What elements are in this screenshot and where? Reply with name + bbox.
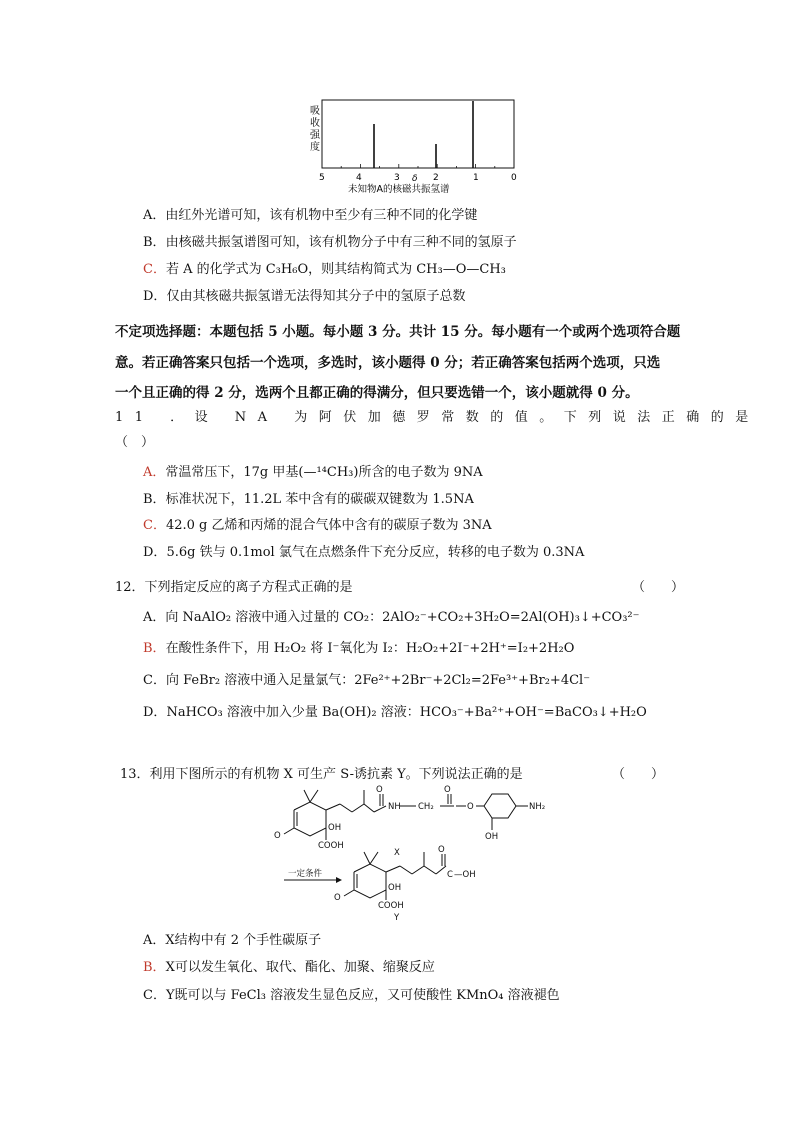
x-tick-0: 0 xyxy=(511,173,517,183)
q12-stem: 12．下列指定反应的离子方程式正确的是 xyxy=(115,580,353,595)
svg-text:—OH: —OH xyxy=(454,870,476,880)
svg-text:一定条件: 一定条件 xyxy=(288,869,323,879)
svg-text:O: O xyxy=(376,785,383,795)
q12-option-d: D．NaHCO₃ 溶液中加入少量 Ba(OH)₂ 溶液：HCO₃⁻+Ba²⁺+OH⁻=BaCO₃↓+H₂O xyxy=(143,705,647,720)
svg-text:X: X xyxy=(394,848,400,858)
nmr-spectrum-chart xyxy=(290,92,530,197)
q12-option-b: B．在酸性条件下，用 H₂O₂ 将 I⁻氧化为 I₂：H₂O₂+2I⁻+2H⁺=I₂+2H₂O xyxy=(143,641,575,656)
q11-option-d: D．5.6g 铁与 0.1mol 氯气在点燃条件下充分反应，转移的电子数为 0.3NA xyxy=(143,545,585,560)
q13-paren: （ ） xyxy=(612,767,665,782)
q12-paren: （ ） xyxy=(632,580,685,595)
chart-caption: 未知物A的核磁共振氢谱 xyxy=(348,184,450,195)
svg-text:O: O xyxy=(438,845,445,855)
q10-option-c: C．若 A 的化学式为 C₃H₆O，则其结构简式为 CH₃—O—CH₃ xyxy=(143,262,506,277)
section-header-line2: 意。若正确答案只包括一个选项，多选时，该小题得 0 分；若正确答案包括两个选项，只选 xyxy=(115,355,661,371)
svg-text:O: O xyxy=(444,785,451,795)
q11-stem: 11 ．设 NA 为阿伏加德罗常数的值。下列说法正确的是 xyxy=(115,410,760,425)
section-header-line1: 不定项选择题：本题包括 5 小题。每小题 3 分。共计 15 分。每小题有一个或两个选项符合题 xyxy=(115,324,681,340)
q13-structure-diagram xyxy=(270,782,560,922)
svg-text:C: C xyxy=(447,870,453,880)
q12-option-a: A．向 NaAlO₂ 溶液中通入过量的 CO₂：2AlO₂⁻+CO₂+3H₂O=2Al(OH)₃↓+CO₃²⁻ xyxy=(143,610,640,625)
q10-option-a: A．由红外光谱可知，该有机物中至少有三种不同的化学键 xyxy=(143,208,478,223)
q13-stem: 13．利用下图所示的有机物 X 可生产 S-诱抗素 Y。下列说法正确的是 xyxy=(120,767,523,782)
svg-text:COOH: COOH xyxy=(318,841,344,851)
q10-option-b: B．由核磁共振氢谱图可知，该有机物分子中有三种不同的氢原子 xyxy=(143,235,517,250)
q13-option-a: A．X结构中有 2 个手性碳原子 xyxy=(143,933,322,948)
q13-option-b: B．X可以发生氧化、取代、酯化、加聚、缩聚反应 xyxy=(143,960,435,975)
plot-frame xyxy=(322,100,514,168)
svg-text:O: O xyxy=(467,802,474,812)
svg-text:收: 收 xyxy=(310,118,320,129)
q11-paren: （ ） xyxy=(115,435,155,450)
svg-text:O: O xyxy=(274,831,281,841)
svg-text:NH: NH xyxy=(388,802,401,812)
svg-text:度: 度 xyxy=(310,142,320,153)
x-tick-2: 2 xyxy=(433,173,439,183)
svg-text:NH₂: NH₂ xyxy=(529,802,546,812)
svg-text:OH: OH xyxy=(328,823,342,833)
q11-option-a: A．常温常压下，17g 甲基(—¹⁴CH₃)所含的电子数为 9NA xyxy=(143,465,483,480)
x-tick-1: 1 xyxy=(473,173,479,183)
y-axis-label xyxy=(310,105,321,153)
q12-option-c: C．向 FeBr₂ 溶液中通入足量氯气：2Fe²⁺+2Br⁻+2Cl₂=2Fe³⁺+Br₂+4Cl⁻ xyxy=(143,673,591,688)
q11-option-b: B．标准状况下，11.2L 苯中含有的碳碳双键数为 1.5NA xyxy=(143,492,474,507)
x-tick-3: 3 xyxy=(394,173,400,183)
svg-text:OH: OH xyxy=(485,832,499,842)
section-header-line3: 一个且正确的得 2 分，选两个且都正确的得满分，但只要选错一个，该小题就得 0 分。 xyxy=(115,385,639,401)
svg-text:CH₂: CH₂ xyxy=(418,802,434,812)
q10-option-d: D．仅由其核磁共振氢谱无法得知其分子中的氢原子总数 xyxy=(143,289,466,304)
svg-text:COOH: COOH xyxy=(378,901,404,911)
svg-text:强: 强 xyxy=(310,130,320,141)
x-tick-4: 4 xyxy=(356,173,362,183)
svg-text:O: O xyxy=(334,893,341,903)
svg-text:OH: OH xyxy=(388,883,402,893)
delta-symbol: δ xyxy=(412,174,418,184)
svg-text:吸: 吸 xyxy=(310,106,320,117)
x-tick-5: 5 xyxy=(319,173,325,183)
q13-option-c: C．Y既可以与 FeCl₃ 溶液发生显色反应，又可使酸性 KMnO₄ 溶液褪色 xyxy=(143,988,560,1003)
q11-option-c: C．42.0 g 乙烯和丙烯的混合气体中含有的碳原子数为 3NA xyxy=(143,518,492,533)
svg-text:Y: Y xyxy=(394,913,400,922)
